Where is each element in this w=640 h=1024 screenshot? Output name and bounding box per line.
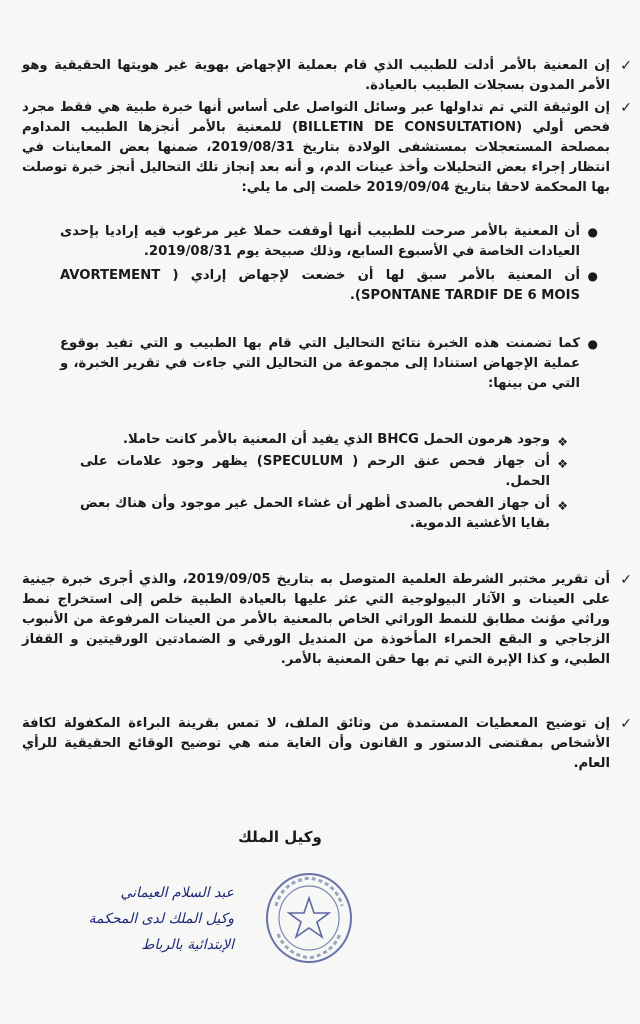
paragraph-identity [22, 56, 632, 96]
check-mark-icon: ✓ [620, 572, 632, 588]
paragraph-presumption [22, 714, 632, 774]
paragraph-text: أن تقرير مختبر الشرطة العلمية المتوصل به بتاريخ 2019/09/05، والذي أجرى خبرة جينية على العينات و الآثار البيولوجية التي عثر عليها بالعيادة الطبية خلص إلى استخراج نمط وراثي مؤنث مطابق للنمط الوراثي الخاص بالمعنية بالأمر من العينات المرفوعة من الأنبوب الزجاجي و البقع الحمراء المأخوذة من المنديل الورقي و الضمادتين الورقيتين و القفاز الطبي، و كذا الإبرة التي تم بها حقن المعنية بالأمر. [22, 572, 610, 667]
bullet-statement [60, 222, 598, 262]
bullet-icon: ● [587, 225, 598, 239]
paragraph-lab-report [22, 570, 632, 670]
paragraph-text: إن توضيح المعطيات المستمدة من وثائق الملف، لا تمس بقرينة البراءة المكفولة لكافة الأشخاص بمقتضى الدستور و القانون وأن الغاية منه هي توضيح الوقائع الحقيقية للرأي العام. [22, 716, 610, 771]
official-stamp [262, 868, 356, 968]
check-mark-icon: ✓ [620, 58, 632, 74]
diamond-bullet-icon: ❖ [557, 499, 568, 513]
check-mark-icon: ✓ [620, 100, 632, 116]
bullet-statement [60, 334, 598, 394]
analysis-text: أن جهاز فحص عنق الرحم ( SPECULUM) يظهر وجود علامات على الحمل. [80, 454, 550, 489]
signature-court: الإبتدائية بالرباط [141, 937, 234, 953]
signature-name: عبد السلام العيماني [120, 885, 234, 901]
bullet-text: أن المعنية بالأمر سبق لها أن خضعت لإجهاض إرادي ( AVORTEMENT SPONTANE TARDIF DE 6 MOIS). [60, 268, 580, 303]
diamond-bullet-icon: ❖ [557, 457, 568, 471]
bullet-icon: ● [587, 337, 598, 351]
analysis-item [80, 494, 568, 534]
diamond-bullet-icon: ❖ [557, 435, 568, 449]
check-mark-icon: ✓ [620, 716, 632, 732]
bullet-text: أن المعنية بالأمر صرحت للطبيب أنها أوقفت حملا غير مرغوب فيه إراديا بإحدى العيادات الخاصة في الأسبوع السابع، وذلك صبيحة يوم 2019/08/31. [60, 224, 580, 259]
bullet-statement [60, 266, 598, 306]
analysis-text: أن جهاز الفحص بالصدى أظهر أن غشاء الحمل غير موجود وأن هناك بعض بقايا الأغشية الدموية. [80, 496, 550, 531]
bullet-text: كما تضمنت هذه الخبرة نتائج التحاليل التي قام بها الطبيب و التي تفيد بوقوع عملية الإجهاض استنادا إلى مجموعة من التحاليل التي جاءت في تقرير الخبرة، و التي من بينها: [60, 336, 580, 391]
paragraph-consultation [22, 98, 632, 198]
closing-title: وكيل الملك [238, 828, 322, 846]
analysis-item [80, 452, 568, 492]
signature-block [74, 880, 234, 958]
paragraph-text: إن الوثيقة التي تم تداولها عبر وسائل التواصل على أساس أنها خبرة طبية هي فقط مجرد فحص أولي (BILLETIN DE CONSULTATION) للمعنية بالأمر أنجزها الطبيب المداوم بمصلحة المستعجلات بمستشفى الولادة بتاريخ 2019/08/31، ضمنها بعض المعاينات في انتظار إجراء بعض التحليلات وأخذ عينات الدم، و أنه بعد إنجاز تلك التحاليل أنجز خبرة توصلت بها المحكمة لاحقا بتاريخ 2019/09/04 خلصت إلى ما يلي: [22, 100, 610, 195]
analysis-text: وجود هرمون الحمل BHCG الذي يفيد أن المعنية بالأمر كانت حاملا. [122, 432, 550, 447]
bullet-icon: ● [587, 269, 598, 283]
analysis-item [80, 430, 568, 450]
paragraph-text: إن المعنية بالأمر أدلت للطبيب الذي قام بعملية الإجهاض بهوية غير هويتها الحقيقية وهو الأمر المدون بسجلات الطبيب بالعيادة. [22, 58, 610, 93]
signature-title: وكيل الملك لدى المحكمة [88, 911, 234, 927]
